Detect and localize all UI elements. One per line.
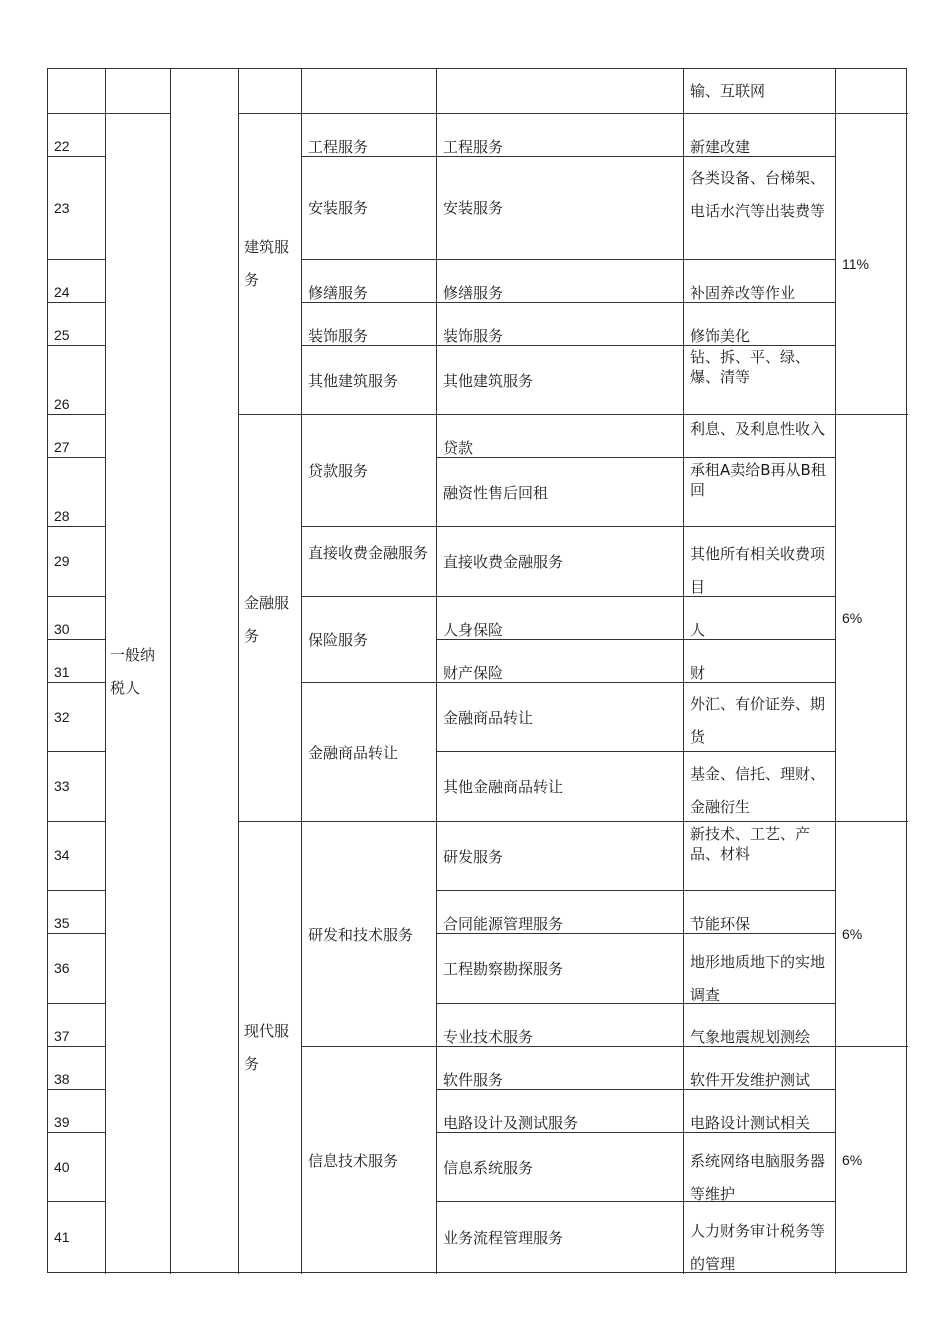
- item-cell: 装饰服务: [443, 327, 504, 345]
- subcategory-cell: 保险服务: [308, 631, 369, 649]
- desc-cell: 利息、及利息性收入: [690, 420, 826, 438]
- row-divider: [48, 259, 105, 260]
- row-number: 41: [54, 1229, 70, 1245]
- desc-cell: 系统网络电脑服务器等维护: [690, 1152, 826, 1203]
- row-number: 31: [54, 664, 70, 680]
- row-divider: [835, 821, 908, 822]
- row-divider: [301, 682, 436, 683]
- desc-cell: 新技术、工艺、产品、材料: [690, 825, 811, 863]
- row-number: 23: [54, 200, 70, 216]
- row-divider: [48, 639, 105, 640]
- desc-cell: 电路设计测试相关: [690, 1114, 811, 1132]
- subcategory-cell: 研发和技术服务: [308, 926, 414, 944]
- item-cell: 专业技术服务: [443, 1028, 534, 1046]
- row-divider: [436, 414, 835, 415]
- desc-cell: 各类设备、台梯架、电话水汽等出装费等: [690, 169, 826, 220]
- subcategory-cell: 其他建筑服务: [308, 372, 399, 390]
- desc-cell: 外汇、有价证券、期货: [690, 695, 826, 746]
- subcategory-cell: 信息技术服务: [308, 1152, 399, 1170]
- item-cell: 财产保险: [443, 664, 504, 682]
- row-divider: [48, 113, 170, 114]
- row-divider: [48, 682, 105, 683]
- col-divider: [835, 69, 836, 1274]
- item-cell: 贷款: [443, 439, 474, 457]
- desc-cell: 软件开发维护测试: [690, 1071, 811, 1089]
- row-divider: [48, 821, 105, 822]
- item-cell: 其他建筑服务: [443, 372, 534, 390]
- item-cell: 业务流程管理服务: [443, 1229, 564, 1247]
- category-cell: 建筑服务: [244, 238, 290, 289]
- subcategory-cell: 直接收费金融服务: [308, 544, 429, 562]
- desc-cell: 财: [690, 664, 706, 682]
- row-divider: [436, 890, 835, 891]
- row-divider: [48, 751, 105, 752]
- row-divider: [436, 457, 835, 458]
- row-divider: [301, 596, 436, 597]
- row-divider: [835, 414, 908, 415]
- taxpayer-cell: 一般纳税人: [110, 646, 156, 697]
- tax-rate-cell: 6%: [842, 610, 863, 626]
- category-cell: 金融服务: [244, 594, 290, 645]
- item-cell: 工程勘察勘探服务: [443, 960, 564, 978]
- desc-cell: 补固养改等作业: [690, 284, 796, 302]
- desc-cell: 节能环保: [690, 915, 751, 933]
- row-number: 28: [54, 508, 70, 524]
- desc-cell: 气象地震规划测绘: [690, 1028, 811, 1046]
- tax-rate-cell: 6%: [842, 926, 863, 942]
- row-divider: [835, 1046, 908, 1047]
- row-number: 39: [54, 1114, 70, 1130]
- row-divider: [48, 526, 105, 527]
- row-divider: [48, 156, 105, 157]
- row-number: 29: [54, 553, 70, 569]
- item-cell: 融资性售后回租: [443, 484, 549, 502]
- desc-cell: 修饰美化: [690, 327, 751, 345]
- row-divider: [436, 526, 835, 527]
- desc-cell: 新建改建: [690, 138, 751, 156]
- row-divider: [301, 414, 436, 415]
- row-divider: [48, 1089, 105, 1090]
- category-cell: 现代服务: [244, 1022, 290, 1073]
- desc-cell: 人: [690, 621, 706, 639]
- tax-rate-cell: 6%: [842, 1152, 863, 1168]
- item-cell: 金融商品转让: [443, 709, 534, 727]
- item-cell: 其他金融商品转让: [443, 778, 564, 796]
- subcategory-cell: 安装服务: [308, 199, 369, 217]
- row-divider: [301, 526, 436, 527]
- desc-cell: 输、互联网: [690, 82, 766, 100]
- row-divider: [48, 1201, 105, 1202]
- col-divider: [238, 69, 239, 1274]
- row-divider: [48, 890, 105, 891]
- tax-rate-cell: 11%: [842, 256, 869, 272]
- row-number: 33: [54, 778, 70, 794]
- desc-cell: 人力财务审计税务等的管理: [690, 1222, 826, 1273]
- row-number: 27: [54, 439, 70, 455]
- row-divider: [48, 933, 105, 934]
- desc-cell: 其他所有相关收费项目: [690, 545, 826, 596]
- row-divider: [48, 1003, 105, 1004]
- col-divider: [683, 69, 684, 1274]
- row-divider: [48, 457, 105, 458]
- col-divider: [170, 69, 171, 1274]
- item-cell: 直接收费金融服务: [443, 553, 564, 571]
- row-number: 40: [54, 1159, 70, 1175]
- col-divider: [436, 69, 437, 1274]
- row-divider: [301, 259, 436, 260]
- item-cell: 工程服务: [443, 138, 504, 156]
- row-divider: [301, 821, 436, 822]
- row-number: 22: [54, 138, 70, 154]
- row-number: 25: [54, 327, 70, 343]
- row-number: 35: [54, 915, 70, 931]
- desc-cell: 钻、拆、平、绿、爆、清等: [690, 348, 811, 386]
- subcategory-cell: 装饰服务: [308, 327, 369, 345]
- row-divider: [238, 113, 908, 114]
- row-number: 37: [54, 1028, 70, 1044]
- row-divider: [238, 821, 301, 822]
- row-number: 36: [54, 960, 70, 976]
- col-divider: [105, 69, 106, 1274]
- item-cell: 研发服务: [443, 848, 504, 866]
- row-divider: [48, 1132, 105, 1133]
- item-cell: 人身保险: [443, 621, 504, 639]
- row-number: 32: [54, 709, 70, 725]
- subcategory-cell: 工程服务: [308, 138, 369, 156]
- item-cell: 软件服务: [443, 1071, 504, 1089]
- row-divider: [48, 596, 105, 597]
- desc-cell: 承租A卖给B再从B租回: [690, 461, 826, 499]
- desc-cell: 地形地质地下的实地调查: [690, 953, 826, 1004]
- subcategory-cell: 修缮服务: [308, 284, 369, 302]
- row-divider: [436, 259, 835, 260]
- row-number: 30: [54, 621, 70, 637]
- tax-rate-table: [47, 68, 907, 1273]
- row-number: 26: [54, 396, 70, 412]
- item-cell: 合同能源管理服务: [443, 915, 564, 933]
- row-divider: [48, 345, 105, 346]
- desc-cell: 基金、信托、理财、金融衍生: [690, 765, 826, 816]
- row-number: 24: [54, 284, 70, 300]
- row-divider: [238, 414, 301, 415]
- row-divider: [301, 1046, 436, 1047]
- row-divider: [48, 1046, 105, 1047]
- row-divider: [48, 414, 105, 415]
- item-cell: 安装服务: [443, 199, 504, 217]
- subcategory-cell: 金融商品转让: [308, 744, 399, 762]
- row-divider: [48, 302, 105, 303]
- subcategory-cell: 贷款服务: [308, 462, 369, 480]
- item-cell: 信息系统服务: [443, 1159, 534, 1177]
- item-cell: 电路设计及测试服务: [443, 1114, 579, 1132]
- row-number: 34: [54, 847, 70, 863]
- row-number: 38: [54, 1071, 70, 1087]
- item-cell: 修缮服务: [443, 284, 504, 302]
- col-divider: [301, 69, 302, 1274]
